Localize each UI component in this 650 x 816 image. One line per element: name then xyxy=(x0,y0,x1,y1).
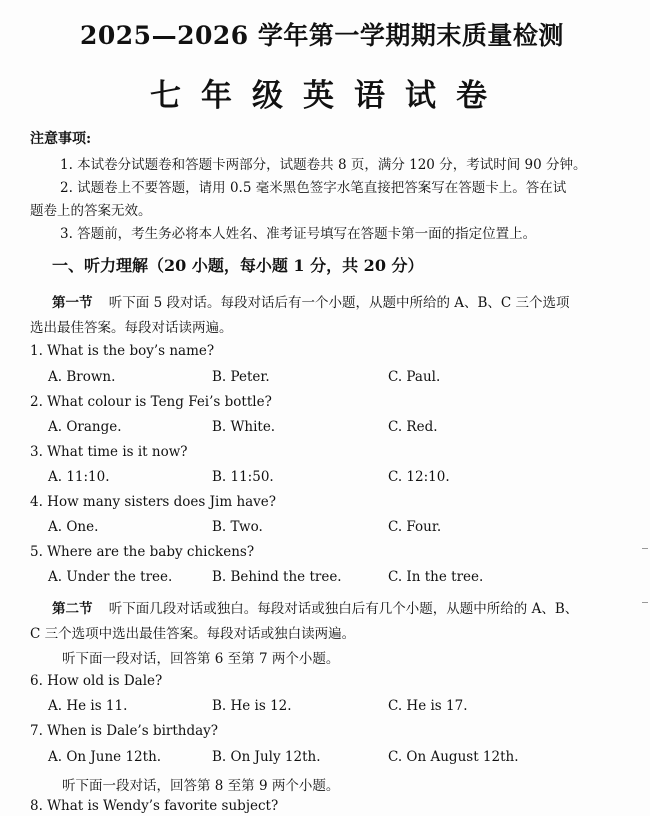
margin-scan-mark xyxy=(642,602,648,603)
part2-instruction-line2: C 三个选项中选出最佳答案。每段对话或独白读两遍。 xyxy=(30,626,356,642)
part2-label: 第二节 xyxy=(52,601,93,617)
q2-option-b: B. White. xyxy=(212,419,276,435)
q2-option-c: C. Red. xyxy=(388,419,438,435)
q4-option-c: C. Four. xyxy=(388,519,442,535)
exam-subtitle: 七年级英语试卷 xyxy=(150,78,507,114)
q1-option-b: B. Peter. xyxy=(212,369,270,385)
q7-option-a: A. On June 12th. xyxy=(48,749,162,765)
q5-option-c: C. In the tree. xyxy=(388,569,484,585)
q4-option-b: B. Two. xyxy=(212,519,263,535)
q3-option-a: A. 11:10. xyxy=(48,469,110,485)
question-6: 6. How old is Dale? xyxy=(30,673,163,689)
part2-instruction xyxy=(52,597,578,617)
q3-option-c: C. 12:10. xyxy=(388,469,450,485)
q4-option-a: A. One. xyxy=(48,519,99,535)
q5-option-a: A. Under the tree. xyxy=(48,569,173,585)
part1-instruction xyxy=(52,291,570,311)
q3-option-b: B. 11:50. xyxy=(212,469,274,485)
q1-option-c: C. Paul. xyxy=(388,369,441,385)
part1-instruction-line1: 听下面 5 段对话。每段对话后有一个小题，从题中所给的 A、B、C 三个选项 xyxy=(108,295,570,311)
part1-label: 第一节 xyxy=(52,295,93,311)
question-8: 8. What is Wendy’s favorite subject? xyxy=(30,798,279,814)
q1-option-a: A. Brown. xyxy=(48,369,116,385)
q7-option-b: B. On July 12th. xyxy=(212,749,321,765)
q6-option-b: B. He is 12. xyxy=(212,698,292,714)
q6-option-c: C. He is 17. xyxy=(388,698,468,714)
part2-instruction-line1: 听下面几段对话或独白。每段对话或独白后有几个小题，从题中所给的 A、B、 xyxy=(108,601,579,617)
q6-option-a: A. He is 11. xyxy=(48,698,128,714)
note-item-3: 3. 答题前，考生务必将本人姓名、准考证号填写在答题卡第一面的指定位置上。 xyxy=(60,226,537,242)
note-item-2-cont: 题卷上的答案无效。 xyxy=(30,203,152,219)
question-7: 7. When is Dale’s birthday? xyxy=(30,723,219,739)
question-1: 1. What is the boy’s name? xyxy=(30,343,215,359)
question-5: 5. Where are the baby chickens? xyxy=(30,544,255,560)
note-item-1: 1. 本试卷分试题卷和答题卡两部分，试题卷共 8 页，满分 120 分，考试时间 90 分钟。 xyxy=(60,157,587,173)
question-2: 2. What colour is Teng Fei’s bottle? xyxy=(30,394,272,410)
q7-option-c: C. On August 12th. xyxy=(388,749,519,765)
margin-scan-mark xyxy=(642,548,648,549)
question-4: 4. How many sisters does Jim have? xyxy=(30,494,277,510)
notes-heading: 注意事项: xyxy=(30,131,92,147)
part1-instruction-line2: 选出最佳答案。每段对话读两遍。 xyxy=(30,320,233,336)
prompt-q6-q7: 听下面一段对话，回答第 6 至第 7 两个小题。 xyxy=(62,651,340,667)
question-3: 3. What time is it now? xyxy=(30,444,188,460)
q5-option-b: B. Behind the tree. xyxy=(212,569,342,585)
q2-option-a: A. Orange. xyxy=(48,419,122,435)
prompt-q8-q9: 听下面一段对话，回答第 8 至第 9 两个小题。 xyxy=(62,778,340,794)
note-item-2: 2. 试题卷上不要答题，请用 0.5 毫米黑色签字水笔直接把答案写在答题卡上。答在试 xyxy=(60,180,567,196)
exam-title: 2025—2026 学年第一学期期末质量检测 xyxy=(80,21,564,50)
section-listening-title: 一、听力理解（20 小题，每小题 1 分，共 20 分） xyxy=(52,256,424,275)
